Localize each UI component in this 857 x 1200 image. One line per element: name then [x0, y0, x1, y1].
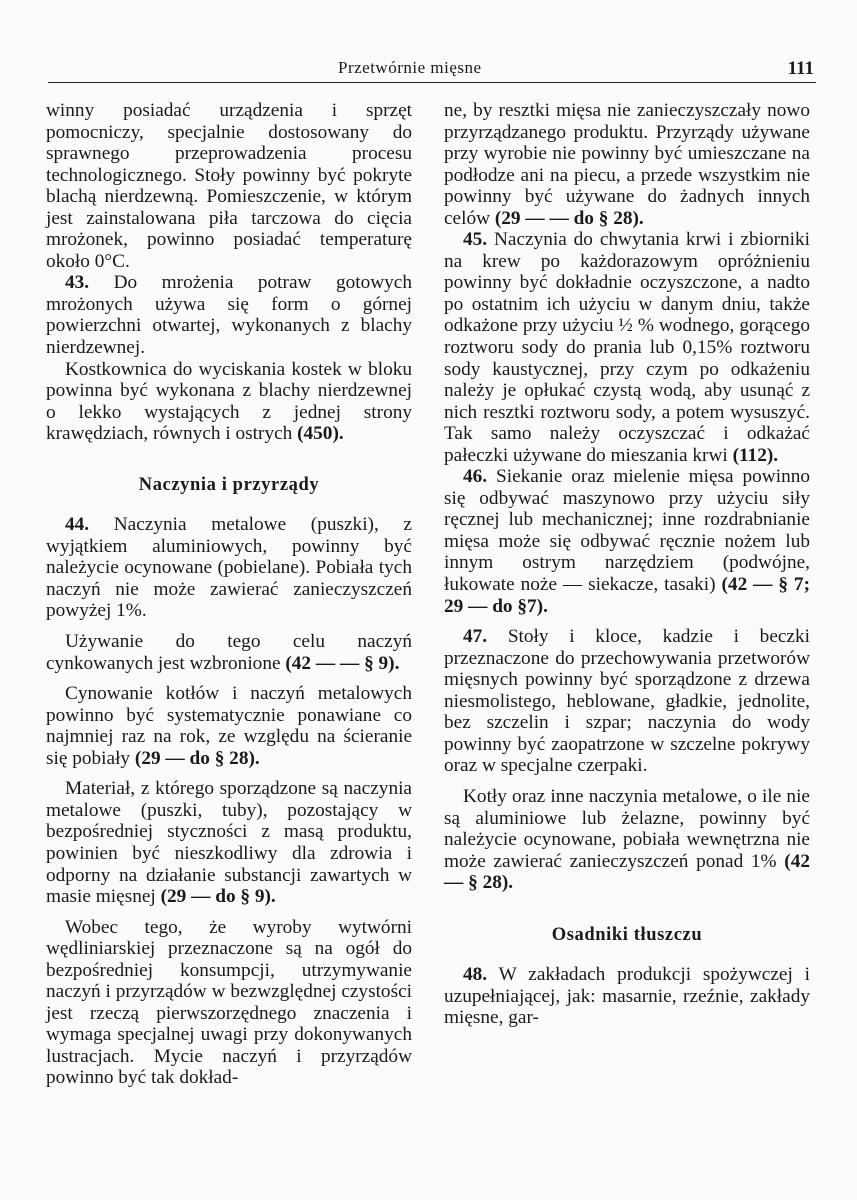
paragraph-number: 43. — [65, 272, 90, 294]
paragraph-44c: Cynowanie kotłów i naczyń metalowych powinno być systematycznie ponawiane co najmniej raz na rok, ze względu na ścieranie się pobiały (29 — do § 28). — [46, 683, 412, 769]
paragraph-48: 48. W zakładach produkcji spożywczej i uzupełniającej, jak: masarnie, rzeźnie, zakłady mięsne, gar- — [444, 964, 810, 1029]
reference: (42 — — § 9). — [285, 652, 400, 674]
section-heading-naczynia: Naczynia i przyrządy — [138, 474, 320, 495]
reference: (112). — [732, 444, 779, 466]
paragraph-number: 48. — [463, 964, 488, 986]
paragraph-continued: ne, by resztki mięsa nie zanieczyszczały nowo przyrządzanego produktu. Przyrządy używane przy wyrobie nie powinny być umieszczane na podłodze ani na piecu, a przede wszystkim nie powinny być używane do żadnych innych celów (29 — — do § 28). — [444, 100, 810, 229]
paragraph-45: 45. Naczynia do chwytania krwi i zbiorniki na krew po każdorazowym opróżnieniu powinny być dokładnie oczyszczone, a nadto po ostatnim ich użyciu w danym dniu, także odkażone przy użyciu ½ % wodnego, gorącego roztworu sody do prania lub 0,15% roztworu sody kaustycznej, przy czym po odkażeniu należy je opłukać czystą wodą, aby usunąć z nich resztki roztworu sody, a potem wysuszyć. Tak samo należy oczyszczać i odkażać pałeczki używane do mieszania krwi (112). — [444, 229, 810, 466]
paragraph-47: 47. Stoły i kloce, kadzie i beczki przeznaczone do przechowywania przetworów mięsnych powinny być sporządzone z drzewa niesmolistego, heblowane, gładkie, jednolite, bez szczelin i szpar; naczynia do wody powinny być zaopatrzone w szczelne pokrywy oraz w specjalne czerpaki. — [444, 626, 810, 777]
paragraph-44d: Materiał, z którego sporządzone są naczynia metalowe (puszki, tuby), pozostający w bezpośredniej styczności z masą produktu, powinien być nieszkodliwy dla zdrowia i odporny na działanie substancji zawartych w masie mięsnej (29 — do § 9). — [46, 778, 412, 908]
reference: (29 — do § 28). — [134, 747, 260, 769]
page-number: 111 — [787, 58, 814, 79]
paragraph-44e: Wobec tego, że wyroby wytwórni wędliniarskiej przeznaczone są na ogół do bezpośredniej konsumpcji, utrzymywanie naczyń i przyrządów w bezwzględnej czystości jest rzeczą pierwszorzędnego znaczenia i wymaga specjalnej uwagi przy dokonywanych lustracjach. Mycie naczyń i przyrządów powinno być tak dokład- — [46, 916, 412, 1089]
reference: (450). — [297, 423, 344, 445]
paragraph-47b: Kotły oraz inne naczynia metalowe, o ile nie są aluminiowe lub żelazne, powinny być należycie ocynowane, pobiała wewnętrzna nie może zawierać zanieczyszczeń ponad 1% (42 — § 28). — [444, 785, 810, 894]
reference: (29 — — do § 28). — [494, 207, 644, 229]
left-column — [46, 100, 412, 1089]
page-header — [48, 58, 816, 84]
paragraph-number: 46. — [463, 466, 488, 488]
reference: (29 — do § 9). — [160, 886, 276, 908]
paragraph-44: 44. Naczynia metalowe (puszki), z wyjątkiem aluminiowych, powinny być należycie ocynowane (pobielane). Pobiała tych naczyń nie może zawierać zanieczyszczeń powyżej 1%. — [46, 514, 412, 622]
paragraph-number: 47. — [463, 626, 488, 648]
paragraph-46: 46. Siekanie oraz mielenie mięsa powinno się odbywać maszynowo przy użyciu siły ręcznej lub mechanicznej; inne rozdrabnianie mięsa może się odbywać ręcznie nożem lub innym ostrym narzędziem (podwójne, łukowate noże — siekacze, tasaki) (42 — § 7; 29 — do §7). — [444, 466, 810, 617]
paragraph-number: 45. — [463, 229, 488, 251]
reference: (42 — § 7; 29 — do §7). — [444, 574, 810, 617]
right-column — [444, 100, 810, 1029]
running-title: Przetwórnie mięsne — [338, 58, 482, 77]
paragraph-number: 44. — [65, 514, 90, 536]
paragraph-44b: Używanie do tego celu naczyń cynkowanych jest wzbronione (42 — — § 9). — [46, 631, 412, 674]
section-heading-osadniki: Osadniki tłuszczu — [551, 924, 703, 945]
paragraph-continued: winny posiadać urządzenia i sprzęt pomocniczy, specjalnie dostosowany do sprawnego przeprowadzenia procesu technologicznego. Stoły powinny być pokryte blachą nierdzewną. Pomieszczenie, w którym jest zainstalowana piła tarczowa do cięcia mrożonek, powinno posiadać temperaturę około 0°C. — [46, 100, 412, 272]
paragraph-43: 43. Do mrożenia potraw gotowych mrożonych używa się form o górnej powierzchni otwartej, wykonanych z blachy nierdzewnej. — [46, 272, 412, 359]
header-rule — [48, 82, 816, 83]
reference: (42 — § 28). — [444, 850, 810, 894]
paragraph-43b: Kostkownica do wyciskania kostek w bloku powinna być wykonana z blachy nierdzewnej o lekko wystających z jednej strony krawędziach, równych i ostrych (450). — [46, 358, 412, 445]
